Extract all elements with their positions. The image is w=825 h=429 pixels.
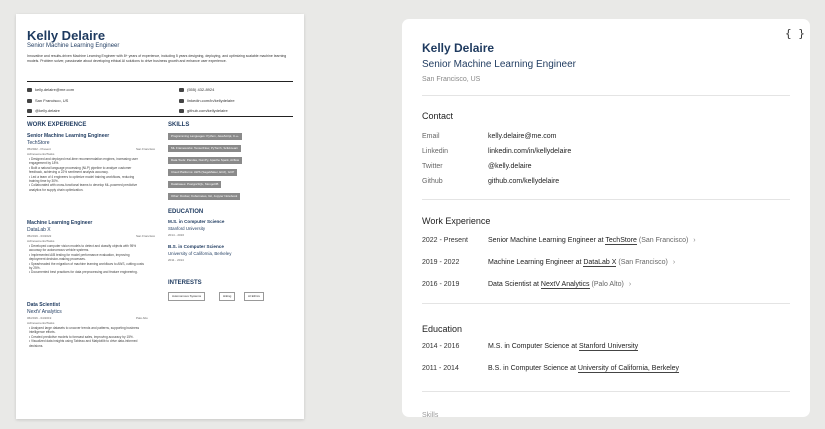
interests-heading: INTERESTS <box>168 280 202 286</box>
resume-summary: Innovative and results-driven Machine Learning Engineer with 8+ years of experience, including 5 years designing, deploying, and optimizing scalable machine learning models. Problem solver, passionate about developing ethical AI solutions to drive business growth and enhance user experience. <box>27 54 287 63</box>
edu-years: 2011 - 2014 <box>168 258 184 262</box>
job-dates: 05/2022 - Present <box>27 147 51 151</box>
contact-github-value[interactable]: github.com/kellydelaire <box>488 178 560 185</box>
company-link[interactable]: NextV Analytics <box>540 281 590 288</box>
work-row[interactable]: Machine Learning Engineer at DataLab X (San Francisco) › <box>488 259 676 266</box>
job-company: NextV Analytics <box>27 309 62 315</box>
chevron-right-icon[interactable]: › <box>628 281 632 288</box>
contact-label: Twitter <box>422 163 443 170</box>
edu-school: University of California, Berkeley <box>168 251 232 256</box>
edu-school: Stanford University <box>168 226 206 231</box>
job-dates: 06/2016 - 04/2019 <box>27 316 52 320</box>
company-link[interactable]: TechStore <box>605 237 637 244</box>
contact-github: github.com/kellydelaire <box>179 108 228 113</box>
mail-icon <box>27 88 32 92</box>
edu-row: B.S. in Computer Science at University of California, Berkeley <box>488 365 680 372</box>
school-link[interactable]: Stanford University <box>579 343 639 350</box>
contact-label: Github <box>422 178 443 185</box>
skill-tag: Programming Languages: Python, JavaScript, C++ <box>168 133 242 140</box>
edu-years: 2014 - 2016 <box>422 343 460 350</box>
code-view-button[interactable]: { } <box>785 27 805 40</box>
contact-linkedin: linkedin.com/in/kellydelaire <box>179 98 235 103</box>
interest-tag: AI Ethics <box>244 292 264 301</box>
job-company: TechStore <box>27 140 50 146</box>
job-tag: Achievements/Tasks <box>27 152 55 156</box>
skill-tag: Databases: PostgreSQL, MongoDB <box>168 181 221 188</box>
profile-location: San Francisco, US <box>422 76 481 83</box>
contact-email: kelly.delaire@me.com <box>27 87 74 92</box>
contact-location: San Francisco, US <box>27 98 68 103</box>
resume-preview <box>16 14 304 419</box>
skill-tag: Data Tools: Pandas, NumPy, Apache Spark, Airflow <box>168 157 242 164</box>
work-years: 2016 - 2019 <box>422 281 460 288</box>
contact-twitter: @kelly.delaire <box>27 108 60 113</box>
job-title: Machine Learning Engineer <box>27 220 93 226</box>
school-link[interactable]: University of California, Berkeley <box>577 365 680 372</box>
divider <box>422 199 790 200</box>
edu-years: 2011 - 2014 <box>422 365 459 372</box>
job-location: San Francisco <box>136 147 156 151</box>
education-heading: Education <box>422 324 463 334</box>
company-link[interactable]: DataLab X <box>583 259 617 266</box>
work-heading: WORK EXPERIENCE <box>27 122 87 128</box>
divider <box>422 303 790 304</box>
interest-tag: Autonomous Systems <box>168 292 205 301</box>
location-icon <box>27 99 32 103</box>
edu-degree: B.S. in Computer Science <box>168 244 224 249</box>
job-dates: 05/2019 - 03/2022 <box>27 234 52 238</box>
contact-linkedin-value[interactable]: linkedin.com/in/kellydelaire <box>488 148 572 155</box>
twitter-icon <box>27 109 32 113</box>
job-bullets: • Designed and deployed real-time recommendation engines, increasing user engagement by 18%. • Built a natural language processing (NLP) pipeline to analyze customer feedback, achieving a 22% sentiment analysis accuracy. • Led a team of 4 engineers to optimize model training workflows, reducing training time by 30%. • Collaborated with cross-functional teams to develop ML-powered predictive analytics for supply chain optimization. <box>29 157 144 192</box>
job-bullets: • Analyzed large datasets to uncover trends and patterns, supporting business intelligence efforts. • Created predictive models to forecast sales, improving accuracy by 15%. • Visualized data insights using Tableau and Matplotlib to drive data-informed decisions. <box>29 326 144 348</box>
profile-name: Kelly Delaire <box>422 41 495 55</box>
resume-name: Kelly Delaire <box>27 28 106 43</box>
skill-tag: ML Frameworks: TensorFlow, PyTorch, Scikit-learn <box>168 145 241 152</box>
work-row[interactable]: Data Scientist at NextV Analytics (Palo Alto) › <box>488 281 632 288</box>
resume-title: Senior Machine Learning Engineer <box>27 43 120 49</box>
contact-heading: Contact <box>422 111 454 121</box>
job-location: Palo Alto <box>136 316 148 320</box>
contact-twitter-value[interactable]: @kelly.delaire <box>488 163 532 170</box>
divider <box>27 116 293 117</box>
education-heading: EDUCATION <box>168 209 204 215</box>
chevron-right-icon[interactable]: › <box>672 259 676 266</box>
profile-title: Senior Machine Learning Engineer <box>422 59 576 70</box>
skills-heading: SKILLS <box>168 122 190 128</box>
interest-tag: Hiking <box>219 292 235 301</box>
contact-email-value[interactable]: kelly.delaire@me.com <box>488 133 557 140</box>
divider <box>422 95 790 96</box>
skills-heading: Skills <box>422 412 439 417</box>
divider <box>422 391 790 392</box>
edu-row: M.S. in Computer Science at Stanford University <box>488 343 639 350</box>
profile-card <box>402 19 810 417</box>
chevron-right-icon[interactable]: › <box>693 237 696 244</box>
skill-tag: Cloud Platforms: AWS (SageMaker, EC2), GCP <box>168 169 237 176</box>
contact-phone: (555) 432-8924 <box>179 87 214 92</box>
phone-icon <box>179 88 184 92</box>
work-heading: Work Experience <box>422 216 491 226</box>
work-years: 2022 - Present <box>422 237 468 244</box>
job-company: DataLab X <box>27 227 51 233</box>
work-row[interactable]: Senior Machine Learning Engineer at TechStore (San Francisco) › <box>488 237 696 244</box>
contact-label: Linkedin <box>422 148 449 155</box>
job-location: San Francisco <box>136 234 156 238</box>
job-title: Data Scientist <box>27 302 61 308</box>
job-bullets: • Developed computer vision models to detect and classify objects with 95% accuracy for autonomous vehicle systems. • Implemented A/B testing for model performance evaluation, improving deployment decision-making processes. • Spearheaded the migration of machine learning workflows to AWS, cutting costs by 25%. • Documented best practices for data preprocessing and feature engineering. <box>29 244 144 275</box>
job-title: Senior Machine Learning Engineer <box>27 133 110 139</box>
edu-years: 2014 - 2016 <box>168 233 185 237</box>
linkedin-icon <box>179 99 184 103</box>
edu-degree: M.S. in Computer Science <box>168 219 225 224</box>
job-tag: Achievements/Tasks <box>27 239 55 243</box>
skill-tag: Other: Docker, Kubernetes, Git, Jupyter Notebook <box>168 193 240 200</box>
contact-label: Email <box>422 133 440 140</box>
github-icon <box>179 109 184 113</box>
work-years: 2019 - 2022 <box>422 259 460 266</box>
divider <box>27 81 293 82</box>
job-tag: Achievements/Tasks <box>27 321 55 325</box>
